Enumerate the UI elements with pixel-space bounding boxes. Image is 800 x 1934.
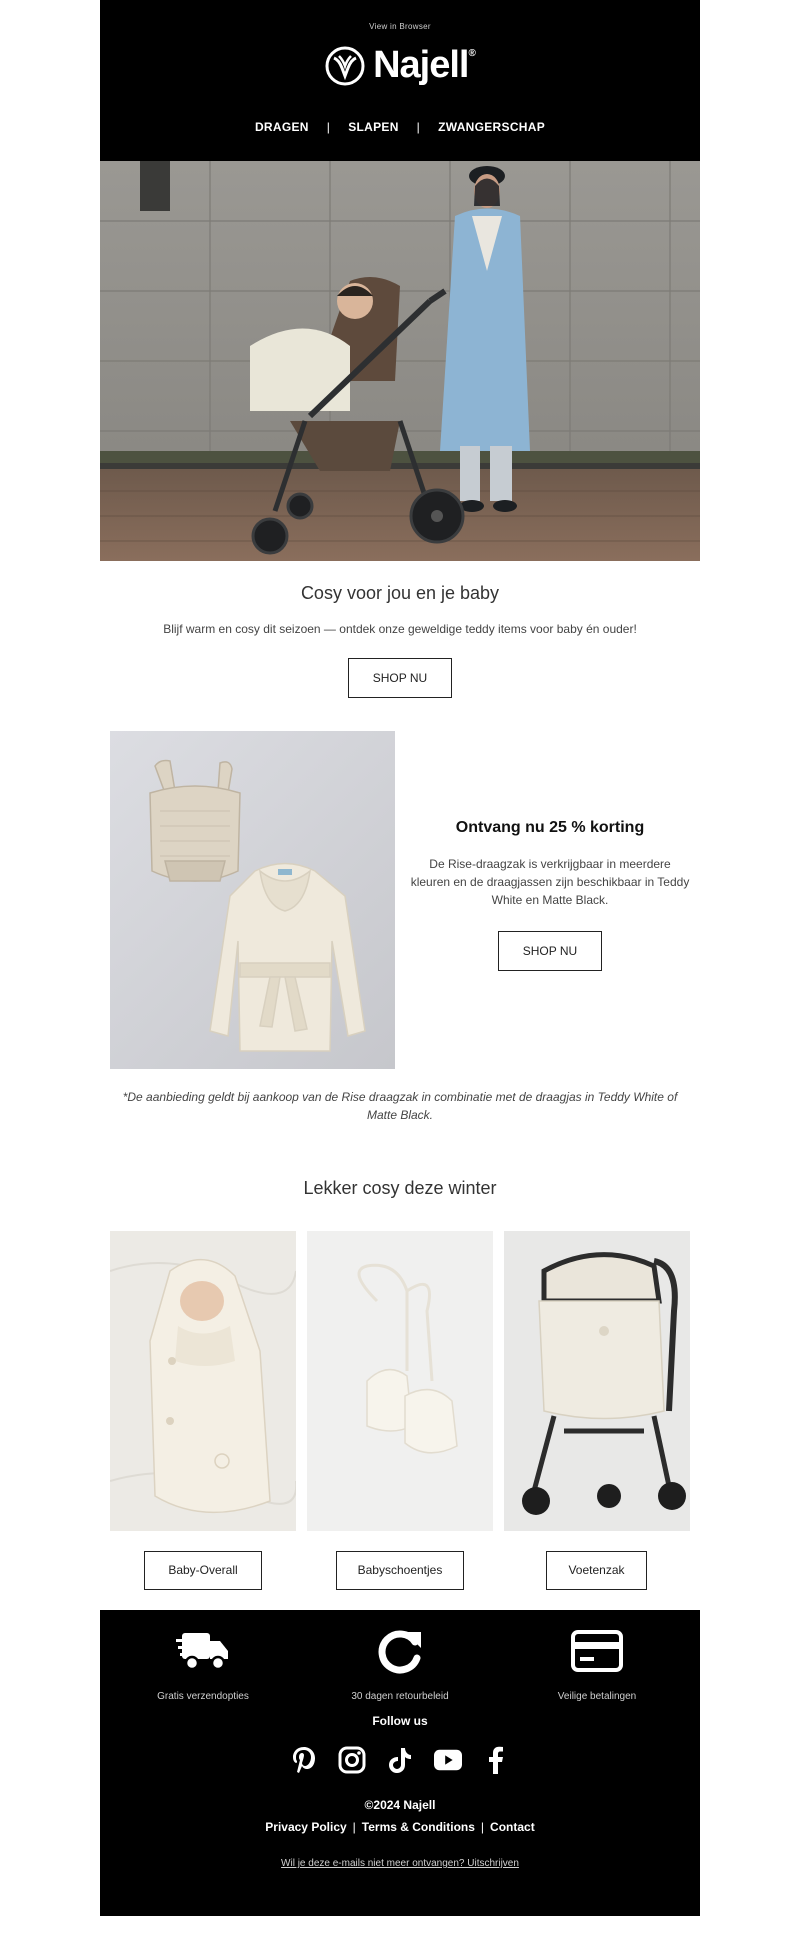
email-container: [100, 0, 700, 1934]
products-title: Lekker cosy deze winter: [303, 1178, 497, 1198]
unsubscribe: [100, 1858, 700, 1869]
shop-now-button[interactable]: SHOP NU: [348, 658, 452, 698]
delivery-truck-icon: [176, 1629, 230, 1673]
intro-section: [100, 561, 700, 698]
pinterest-icon[interactable]: [290, 1746, 318, 1774]
product-image-babyschoentjes[interactable]: [307, 1231, 493, 1531]
promo-image[interactable]: [110, 731, 395, 1069]
brand-logo[interactable]: [100, 44, 700, 87]
nav-slapen[interactable]: SLAPEN: [348, 120, 399, 134]
nav-dragen[interactable]: DRAGEN: [254, 120, 309, 134]
unsubscribe-link[interactable]: Wil je deze e-mails niet meer ontvangen? Uitschrijven: [281, 1858, 519, 1869]
product-buttons: [100, 1551, 700, 1591]
privacy-policy-link[interactable]: Privacy Policy: [265, 1820, 347, 1834]
hero-photo-illustration: [100, 161, 700, 561]
baby-shoes-illustration: [307, 1231, 493, 1531]
babyschoentjes-button[interactable]: Babyschoentjes: [336, 1551, 464, 1590]
baby-overall-button[interactable]: Baby-Overall: [144, 1551, 262, 1590]
product-grid: [110, 1231, 690, 1531]
copyright: ©2024 Najell: [364, 1798, 436, 1812]
social-links: [100, 1746, 700, 1774]
intro-text: Blijf warm en cosy dit seizoen — ontdek onze geweldige teddy items voor baby én ouder!: [163, 622, 637, 636]
nav-zwangerschap[interactable]: ZWANGERSCHAP: [438, 120, 546, 134]
promo-description: De Rise-draagzak is verkrijgbaar in meerdere kleuren en de draagjassen zijn beschikbaar in Teddy White en Matte Black.: [410, 857, 690, 907]
footmuff-stroller-illustration: [504, 1231, 690, 1531]
footer: [100, 1610, 700, 1916]
return-arrow-icon: [375, 1626, 425, 1676]
facebook-icon[interactable]: [482, 1746, 510, 1774]
credit-card-icon: [571, 1630, 623, 1672]
usp-returns-label: 30 dagen retourbeleid: [351, 1691, 449, 1702]
usp-shipping-label: Gratis verzendopties: [157, 1691, 249, 1702]
product-image-voetenzak[interactable]: [504, 1231, 690, 1531]
promo-title: Ontvang nu 25 % korting: [455, 819, 645, 836]
nav-separator: |: [326, 120, 331, 134]
contact-link[interactable]: Contact: [490, 1820, 535, 1834]
footer-link-separator: |: [352, 1820, 356, 1834]
youtube-icon[interactable]: [434, 1746, 462, 1774]
header: [100, 0, 700, 161]
hero-image[interactable]: [100, 161, 700, 561]
tiktok-icon[interactable]: [386, 1746, 414, 1774]
usp-shipping: [103, 1626, 303, 1702]
brand-name: Najell®: [373, 44, 475, 86]
baby-overall-illustration: [110, 1231, 296, 1531]
instagram-icon[interactable]: [338, 1746, 366, 1774]
nav-separator: |: [416, 120, 421, 134]
promo-shop-now-button[interactable]: SHOP NU: [498, 931, 602, 971]
product-image-baby-overall[interactable]: [110, 1231, 296, 1531]
usp-payments: [497, 1626, 697, 1702]
usp-payments-label: Veilige betalingen: [557, 1691, 637, 1702]
footer-link-separator: |: [480, 1820, 485, 1834]
view-in-browser-link[interactable]: View in Browser: [369, 22, 431, 31]
footer-links: [100, 1820, 700, 1834]
main-nav: [100, 120, 700, 134]
terms-conditions-link[interactable]: Terms & Conditions: [361, 1820, 475, 1834]
voetenzak-button[interactable]: Voetenzak: [546, 1551, 647, 1590]
follow-us-heading: Follow us: [372, 1714, 428, 1728]
promo-text: [410, 819, 690, 971]
carrier-and-jacket-illustration: [110, 731, 395, 1069]
promo-section: [110, 731, 690, 1069]
promo-disclaimer: *De aanbieding geldt bij aankoop van de Rise draagzak in combinatie met de draagjas in Teddy White of Matte Black.: [122, 1090, 678, 1122]
intro-title: Cosy voor jou en je baby: [300, 583, 500, 603]
usp-returns: [300, 1626, 500, 1702]
najell-logo-icon: [325, 46, 365, 86]
